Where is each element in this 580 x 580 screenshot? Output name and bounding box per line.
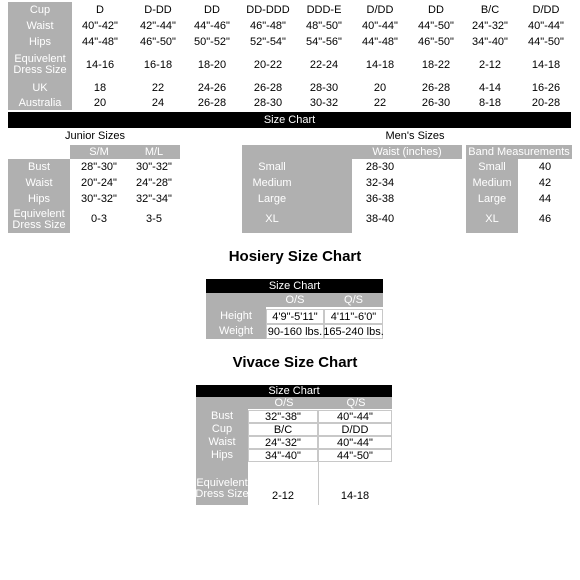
junior-header-ml: M/L xyxy=(128,145,180,159)
mens-waist-large: 36-38 xyxy=(365,193,395,205)
top-cell-r0-c3: DD-DDD xyxy=(246,4,290,16)
vivace-header-qs: Q/S xyxy=(320,397,392,409)
top-cell-r5-c3: 28-30 xyxy=(253,97,283,109)
top-cell-r2-c8: 44"-50" xyxy=(528,36,564,48)
hosiery-row-label-height: Height xyxy=(220,310,252,322)
vivace-size-chart-bar: Size Chart xyxy=(196,385,392,397)
row-label-australia: Australia xyxy=(8,96,72,110)
vivace-row-label-dress-size: Equivelent Dress Size xyxy=(195,477,249,500)
top-cell-r5-c8: 20-28 xyxy=(531,97,561,109)
vivace-waist-os: 24"-32" xyxy=(248,436,318,449)
top-cell-r3-c6: 18-22 xyxy=(421,59,451,71)
vivace-cup-qs: D/DD xyxy=(318,423,392,436)
top-cell-r5-c7: 8-18 xyxy=(478,97,502,109)
hosiery-title: Hosiery Size Chart xyxy=(228,247,362,265)
mens-waist-medium: 32-34 xyxy=(365,177,395,189)
mens-band-size-large: Large xyxy=(477,192,507,205)
top-cell-r2-c1: 46"-50" xyxy=(140,36,176,48)
vivace-row-label-hips: Hips xyxy=(210,449,233,461)
junior-hips-ml: 32"-34" xyxy=(136,193,172,205)
hosiery-weight-os: 90-160 lbs. xyxy=(267,325,323,338)
top-cell-r0-c8: D/DD xyxy=(532,4,560,16)
mens-waist-header: Waist (inches) xyxy=(352,145,462,159)
mens-size-xl: XL xyxy=(265,212,279,225)
top-cell-r3-c3: 20-22 xyxy=(253,59,283,71)
top-cell-r3-c5: 14-18 xyxy=(365,59,395,71)
top-cell-r5-c5: 22 xyxy=(373,97,387,109)
top-cell-r5-c1: 24 xyxy=(151,97,165,109)
top-cell-r5-c4: 30-32 xyxy=(309,97,339,109)
top-cell-r4-c8: 16-26 xyxy=(531,82,561,94)
vivace-row-label-cup: Cup xyxy=(211,423,233,435)
mens-waist-xl: 38-40 xyxy=(365,213,395,225)
top-cell-r4-c3: 26-28 xyxy=(253,82,283,94)
top-cell-r4-c1: 22 xyxy=(151,82,165,94)
hosiery-height-os: 4'9"-5'11" xyxy=(266,309,324,324)
row-label-cup: Cup xyxy=(8,2,72,18)
top-cell-r0-c5: D/DD xyxy=(366,4,394,16)
top-cell-r2-c3: 52"-54" xyxy=(250,36,286,48)
vivace-dress-os: 2-12 xyxy=(271,490,295,502)
top-cell-r4-c0: 18 xyxy=(93,82,107,94)
top-cell-r1-c2: 44"-46" xyxy=(194,20,230,32)
top-cell-r0-c1: D-DD xyxy=(144,4,172,16)
hosiery-height-qs: 4'11"-6'0" xyxy=(324,309,383,324)
top-cell-r1-c8: 40"-44" xyxy=(528,20,564,32)
top-cell-r0-c6: DD xyxy=(428,4,444,16)
top-cell-r1-c6: 44"-50" xyxy=(418,20,454,32)
mens-title: Men's Sizes xyxy=(385,130,445,142)
top-cell-r1-c7: 24"-32" xyxy=(472,20,508,32)
mens-band-header: Band Measurements xyxy=(466,145,572,159)
junior-row-label-bust: Bust xyxy=(8,159,70,175)
top-cell-r2-c6: 46"-50" xyxy=(418,36,454,48)
vivace-bust-qs: 40"-44" xyxy=(318,410,392,423)
mens-band-medium: 42 xyxy=(538,177,552,189)
mens-band-small: 40 xyxy=(538,161,552,173)
top-cell-r3-c2: 18-20 xyxy=(197,59,227,71)
top-cell-r2-c5: 44"-48" xyxy=(362,36,398,48)
hosiery-weight-qs: 165-240 lbs. xyxy=(323,325,384,338)
top-cell-r4-c5: 20 xyxy=(373,82,387,94)
vivace-cup-os: B/C xyxy=(248,423,318,436)
junior-hips-sm: 30"-32" xyxy=(81,193,117,205)
junior-row-label-waist: Waist xyxy=(8,175,70,191)
top-cell-r4-c2: 24-26 xyxy=(197,82,227,94)
top-cell-r1-c1: 42"-44" xyxy=(140,20,176,32)
mens-size-small: Small xyxy=(258,160,286,173)
row-label-waist: Waist xyxy=(8,18,72,34)
junior-bust-ml: 30"-32" xyxy=(136,161,172,173)
junior-dress-sm: 0-3 xyxy=(91,213,107,225)
top-cell-r4-c4: 28-30 xyxy=(309,82,339,94)
mens-band-size-xl: XL xyxy=(485,212,499,225)
vivace-title: Vivace Size Chart xyxy=(232,353,358,371)
top-cell-r5-c2: 26-28 xyxy=(197,97,227,109)
junior-row-label-dress-size: Equivelent Dress Size xyxy=(8,207,70,233)
top-cell-r3-c4: 22-24 xyxy=(309,59,339,71)
junior-waist-ml: 24"-28" xyxy=(136,177,172,189)
hosiery-size-chart-bar: Size Chart xyxy=(206,279,383,293)
top-cell-r1-c5: 40"-44" xyxy=(362,20,398,32)
top-cell-r3-c7: 2-12 xyxy=(478,59,502,71)
top-cell-r1-c3: 46"-48" xyxy=(250,20,286,32)
top-cell-r5-c6: 26-30 xyxy=(421,97,451,109)
mens-band-size-small: Small xyxy=(478,160,506,173)
mens-band-large: 44 xyxy=(538,193,552,205)
hosiery-header-os: O/S xyxy=(266,293,324,307)
size-chart-bar: Size Chart xyxy=(8,112,571,128)
top-cell-r2-c7: 34"-40" xyxy=(472,36,508,48)
vivace-row-label-bust: Bust xyxy=(210,410,233,422)
mens-waist-small: 28-30 xyxy=(365,161,395,173)
vivace-hips-qs: 44"-50" xyxy=(318,449,392,462)
top-cell-r0-c7: B/C xyxy=(480,4,500,16)
mens-band-xl: 46 xyxy=(538,213,552,225)
vivace-bust-os: 32"-38" xyxy=(248,410,318,423)
top-cell-r0-c4: DDD-E xyxy=(306,4,342,16)
top-cell-r4-c6: 26-28 xyxy=(421,82,451,94)
hosiery-row-label-weight: Weight xyxy=(218,325,254,337)
junior-waist-sm: 20"-24" xyxy=(81,177,117,189)
mens-band-size-medium: Medium xyxy=(472,176,512,189)
top-cell-r5-c0: 20 xyxy=(93,97,107,109)
vivace-waist-qs: 40"-44" xyxy=(318,436,392,449)
vivace-row-label-waist: Waist xyxy=(208,436,236,448)
top-cell-r0-c0: D xyxy=(96,4,104,16)
top-cell-r3-c1: 16-18 xyxy=(143,59,173,71)
mens-size-large: Large xyxy=(257,192,287,205)
top-cell-r1-c0: 40"-42" xyxy=(82,20,118,32)
top-cell-r2-c2: 50"-52" xyxy=(194,36,230,48)
top-cell-r1-c4: 48"-50" xyxy=(306,20,342,32)
top-cell-r2-c0: 44"-48" xyxy=(82,36,118,48)
mens-size-medium: Medium xyxy=(252,176,292,189)
top-cell-r3-c8: 14-18 xyxy=(531,59,561,71)
top-cell-r0-c2: DD xyxy=(204,4,220,16)
top-cell-r4-c7: 4-14 xyxy=(478,82,502,94)
junior-header-sm: S/M xyxy=(70,145,128,159)
top-cell-r3-c0: 14-16 xyxy=(85,59,115,71)
junior-dress-ml: 3-5 xyxy=(146,213,162,225)
junior-title: Junior Sizes xyxy=(65,130,125,142)
vivace-hips-os: 34"-40" xyxy=(248,449,318,462)
junior-row-label-hips: Hips xyxy=(8,191,70,207)
junior-bust-sm: 28"-30" xyxy=(81,161,117,173)
vivace-header-os: O/S xyxy=(248,397,320,409)
row-label-hips: Hips xyxy=(8,34,72,50)
row-label-uk: UK xyxy=(8,80,72,96)
row-label-dress-size: Equivelent Dress Size xyxy=(8,50,72,80)
vivace-dress-qs: 14-18 xyxy=(340,490,370,502)
top-cell-r2-c4: 54"-56" xyxy=(306,36,342,48)
hosiery-header-qs: Q/S xyxy=(324,293,383,307)
